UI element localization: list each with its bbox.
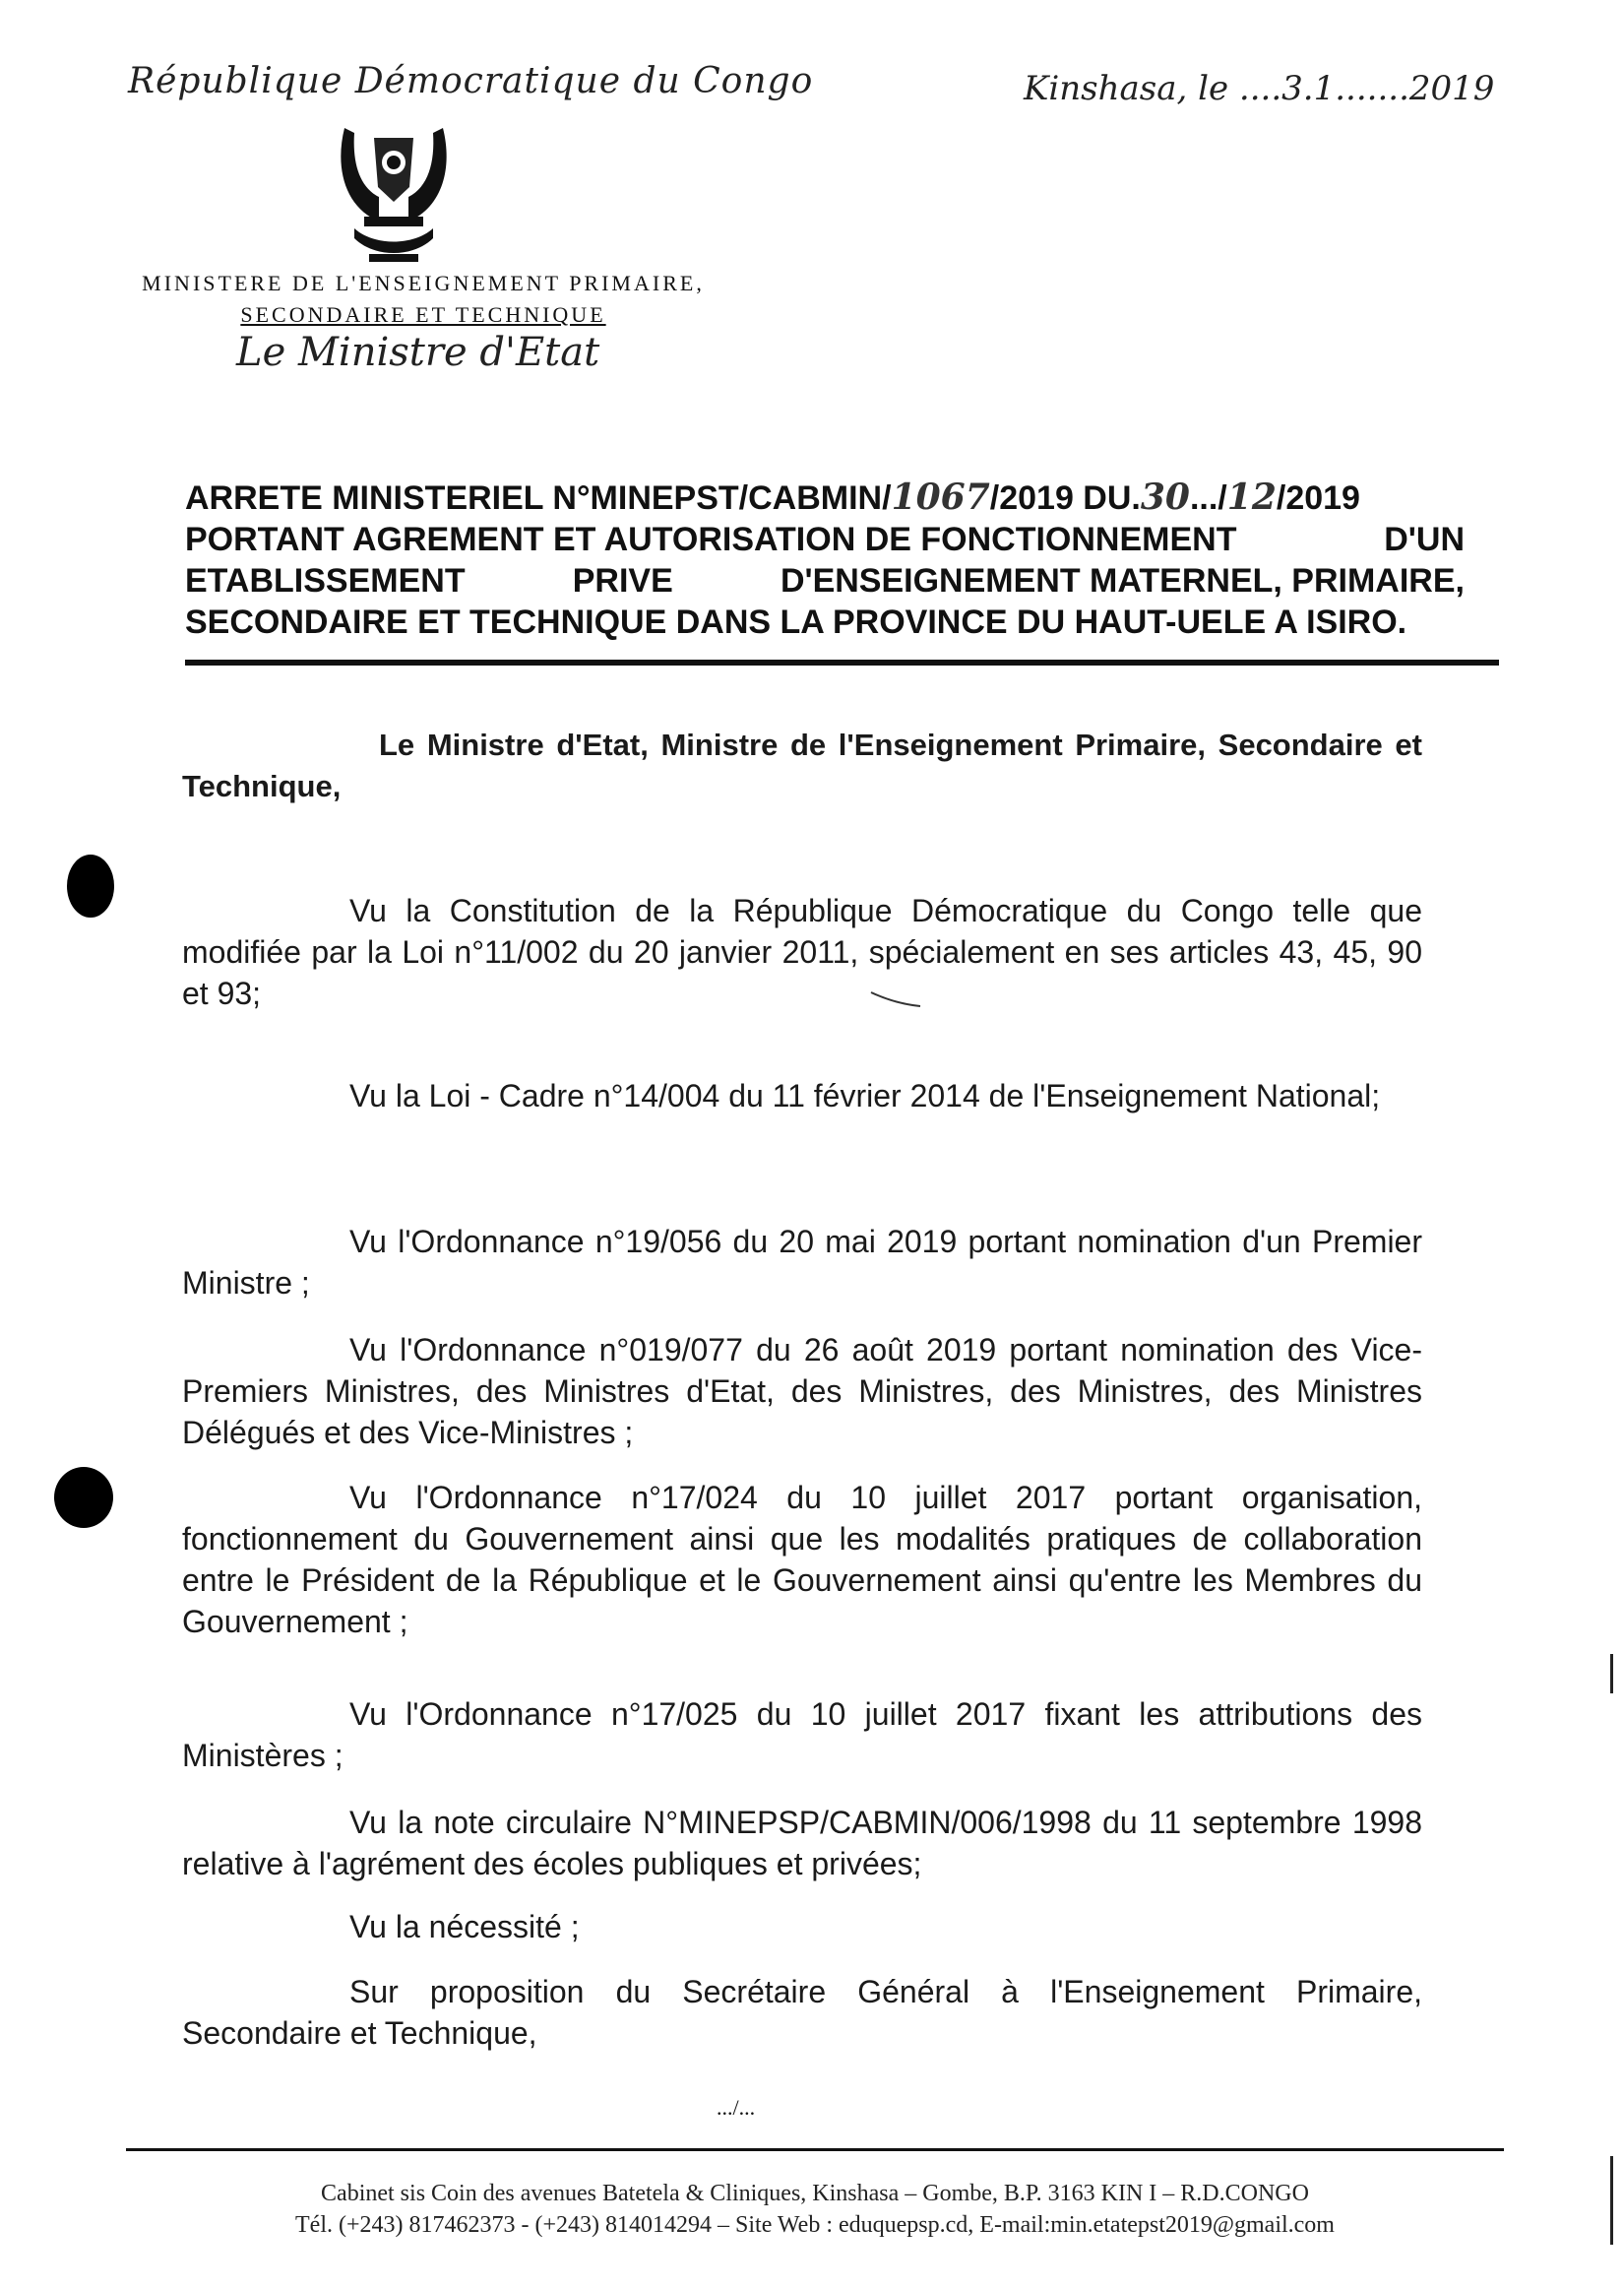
considerant-paragraph: Vu la nécessité ; [349, 1909, 580, 1944]
ministry-line-2: SECONDAIRE ET TECHNIQUE [240, 302, 606, 327]
handwritten-month: 12 [1226, 477, 1277, 518]
ink-blot [67, 855, 114, 918]
title-line-3-c: D'ENSEIGNEMENT MATERNEL, PRIMAIRE, [780, 562, 1465, 600]
title-year: /2019 [1276, 479, 1360, 517]
ministry-line-1: MINISTERE DE L'ENSEIGNEMENT PRIMAIRE, [142, 271, 705, 295]
decree-title [185, 477, 1465, 643]
ink-blot [54, 1467, 113, 1528]
scan-edge-mark [1610, 2156, 1613, 2245]
date-line: Kinshasa, le ....3.1.......2019 [1024, 69, 1495, 108]
title-sep: .../ [1189, 479, 1227, 517]
ministry-block [133, 268, 714, 331]
republic-heading: République Démocratique du Congo [128, 61, 814, 101]
title-prefix: ARRETE MINISTERIEL N°MINEPST/CABMIN/ [185, 479, 892, 517]
title-line-2-right: D'UN [1384, 521, 1465, 558]
considerant-paragraph: Vu la note circulaire N°MINEPSP/CABMIN/006/1998 du 11 septembre 1998 relative à l'agrément des écoles publiques et privées; [182, 1805, 1422, 1881]
considerant-paragraph: Vu l'Ordonnance n°17/024 du 10 juillet 2017 portant organisation, fonctionnement du Gouvernement ainsi que les modalités pratiques de collaboration entre le Président de la République et le Gouvernement ainsi qu'entre les Membres du Gouvernement ; [182, 1480, 1422, 1639]
title-line-4-text: SECONDAIRE ET TECHNIQUE DANS LA PROVINCE DU HAUT-UELE A ISIRO. [185, 604, 1407, 641]
title-line-2-left: PORTANT AGREMENT ET AUTORISATION DE FONCTIONNEMENT [185, 521, 1237, 558]
handwritten-decree-number: 1067 [891, 477, 990, 518]
title-underline-rule [185, 660, 1499, 666]
considerant-paragraph: Vu l'Ordonnance n°17/025 du 10 juillet 2017 fixant les attributions des Ministères ; [182, 1696, 1422, 1773]
handwritten-day: 30 [1140, 477, 1190, 518]
title-line-1 [185, 477, 1465, 519]
scan-edge-mark [1610, 1654, 1613, 1693]
continuation-mark: .../... [717, 2095, 756, 2120]
title-line-3-b: PRIVE [572, 562, 673, 600]
title-line-2 [185, 519, 1465, 560]
le-ministre-signature-title: Le Ministre d'Etat [236, 330, 600, 375]
footer-rule [126, 2148, 1504, 2151]
intro-paragraph: Le Ministre d'Etat, Ministre de l'Enseignement Primaire, Secondaire et Technique, [182, 728, 1422, 803]
coat-of-arms-emblem [325, 118, 463, 266]
considerant-paragraph: Sur proposition du Secrétaire Général à l'Enseignement Primaire, Secondaire et Technique, [182, 1974, 1422, 2051]
title-line-3 [185, 560, 1465, 602]
considerant-paragraph: Vu la Loi - Cadre n°14/004 du 11 février 2014 de l'Enseignement National; [349, 1078, 1381, 1113]
considerant-paragraph: Vu l'Ordonnance n°019/077 du 26 août 2019 portant nomination des Vice-Premiers Ministres, des Ministres d'Etat, des Ministres, des Ministres, des Ministres Délégués et des Vice-Ministres ; [182, 1332, 1422, 1450]
footer-contact: Tél. (+243) 817462373 - (+243) 814014294 – Site Web : eduquepsp.cd, E-mail:min.etatepst2019@gmail.com [295, 2212, 1335, 2238]
title-mid: /2019 DU. [989, 479, 1141, 517]
title-line-3-a: ETABLISSEMENT [185, 562, 466, 600]
considerant-paragraph: Vu l'Ordonnance n°19/056 du 20 mai 2019 portant nomination d'un Premier Ministre ; [182, 1224, 1422, 1301]
considerant-paragraph: Vu la Constitution de la République Démocratique du Congo telle que modifiée par la Loi n°11/002 du 20 janvier 2011, spécialement en ses articles 43, 45, 90 et 93; [182, 893, 1422, 1011]
footer-address: Cabinet sis Coin des avenues Batetela & Cliniques, Kinshasa – Gombe, B.P. 3163 KIN I – R.D.CONGO [321, 2181, 1309, 2206]
title-line-4 [185, 602, 1465, 643]
